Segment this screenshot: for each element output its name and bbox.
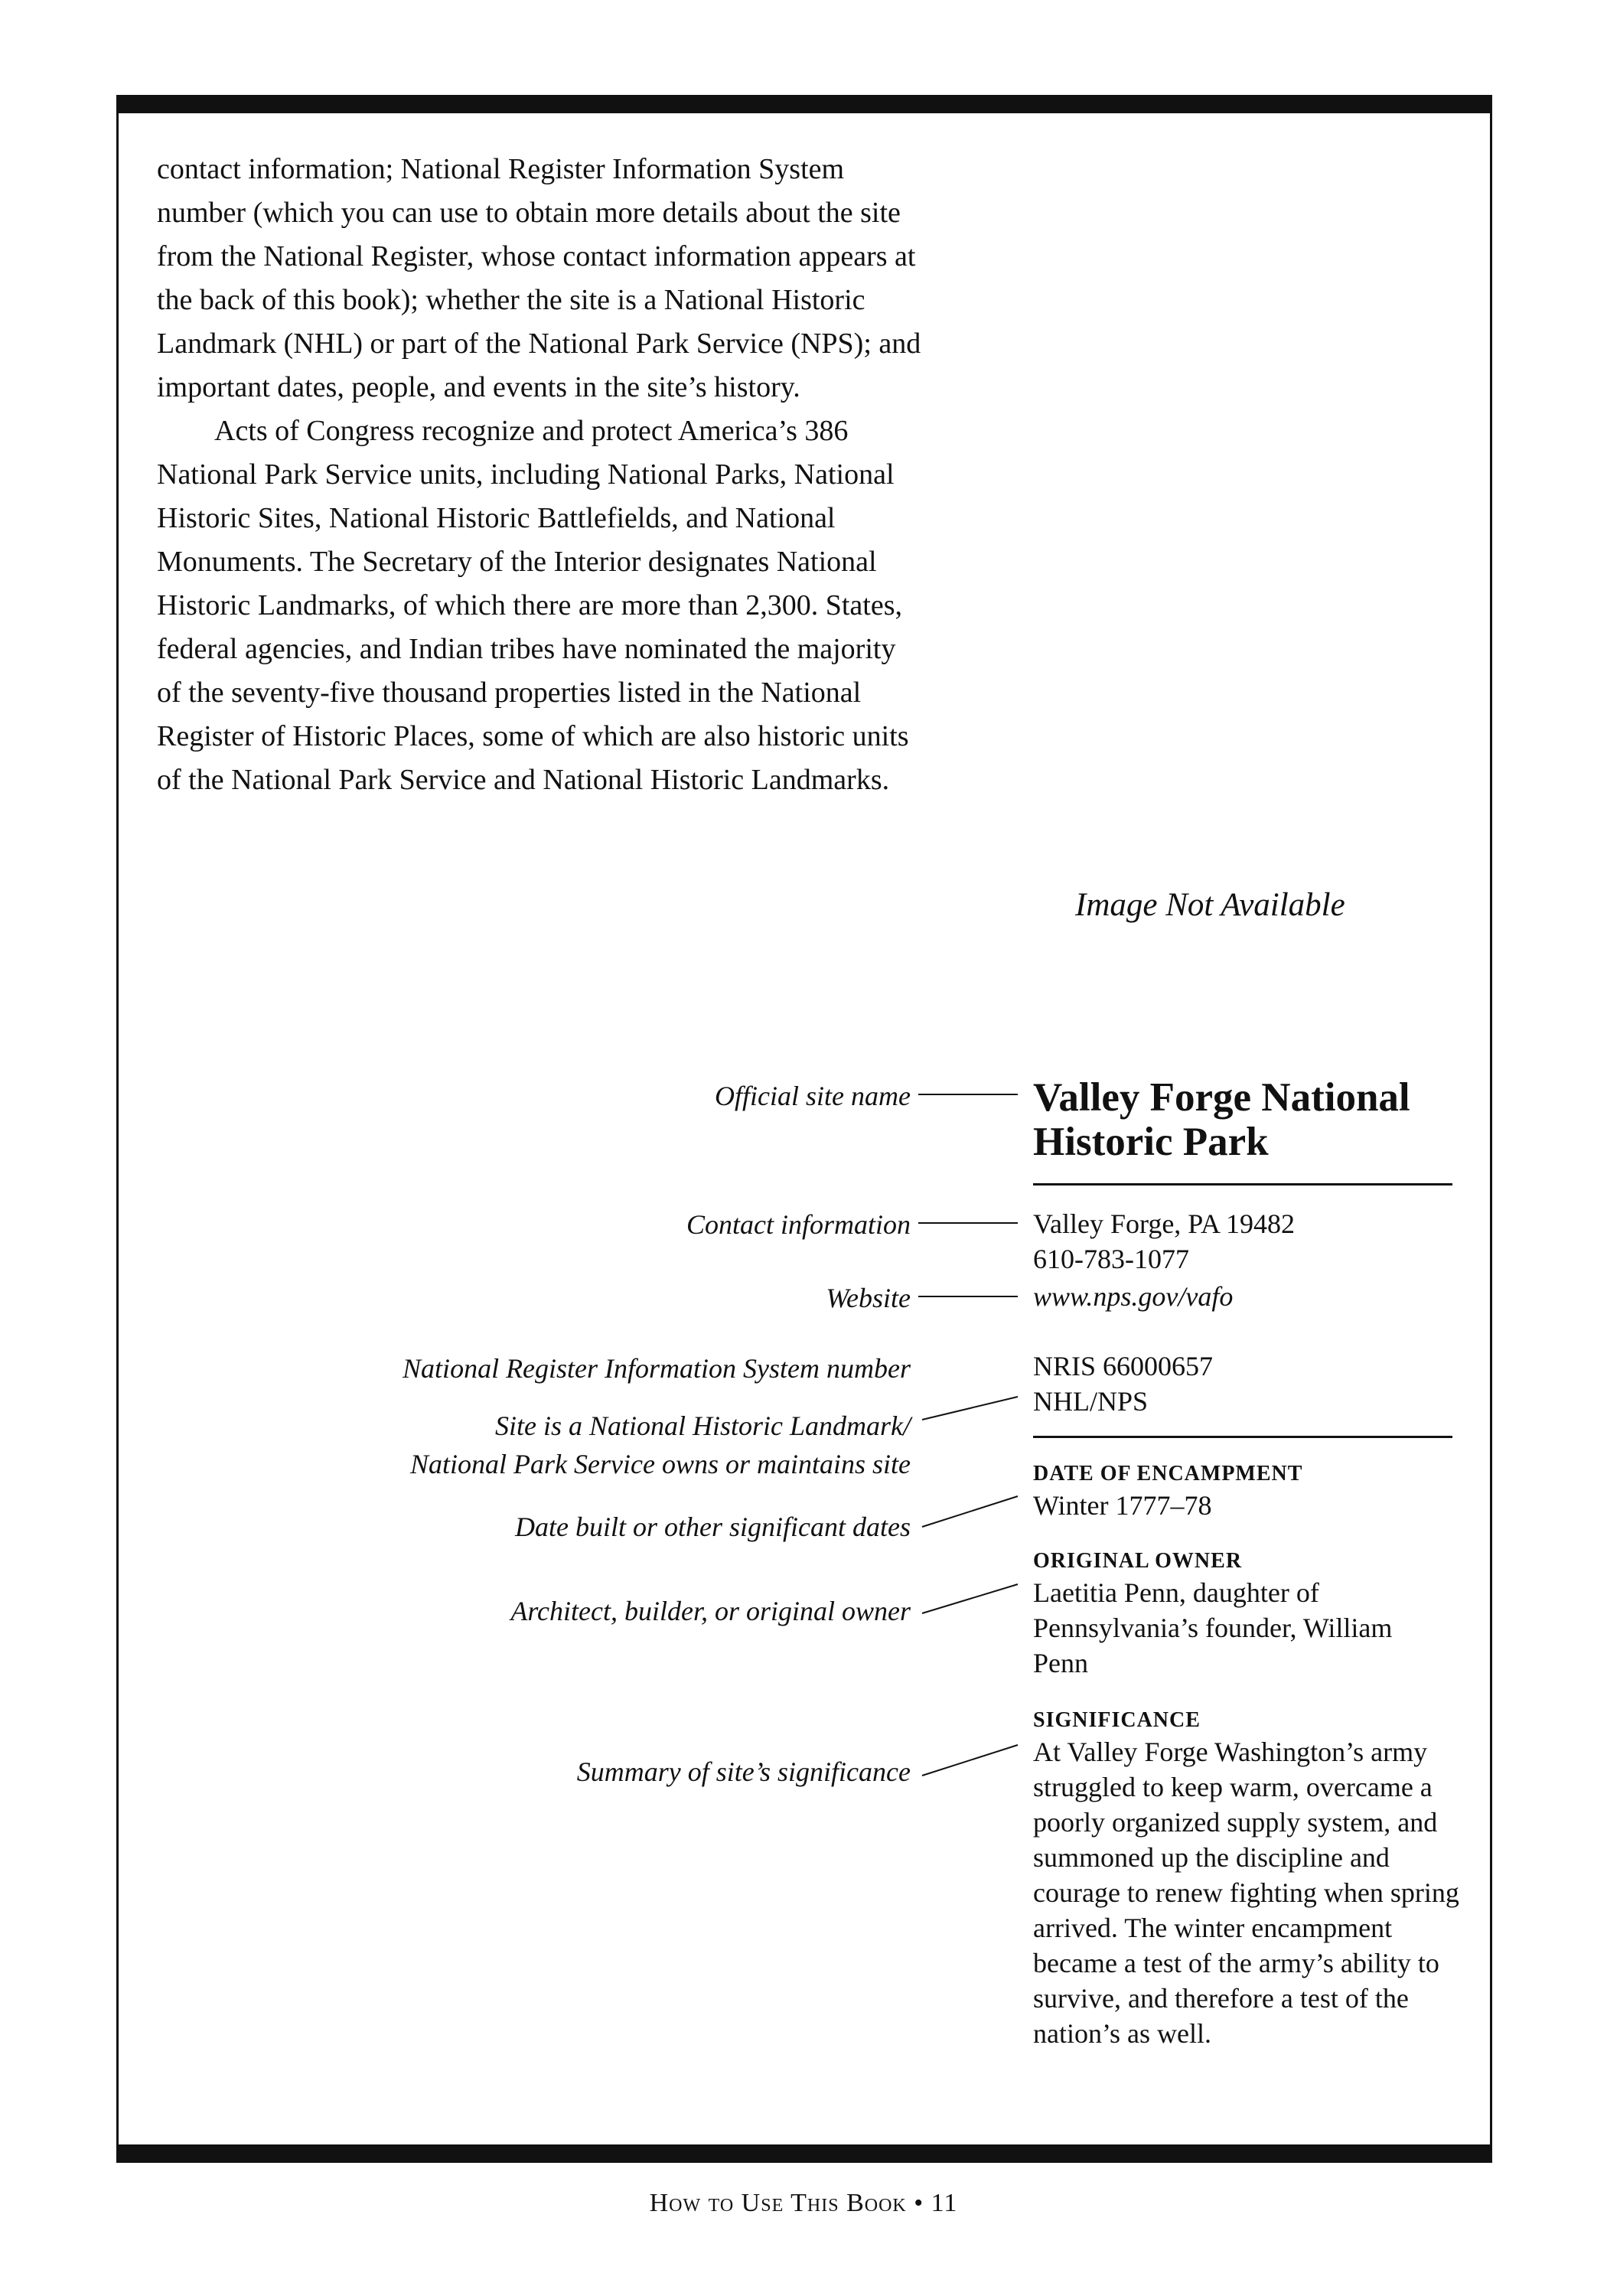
label-website: Website bbox=[826, 1283, 911, 1313]
page-number: 11 bbox=[931, 2189, 958, 2217]
site-designation: NHL/NPS bbox=[1033, 1386, 1149, 1417]
site-website: www.nps.gov/vafo bbox=[1033, 1281, 1234, 1312]
label-contact-information: Contact information bbox=[686, 1209, 911, 1240]
date-heading: DATE OF ENCAMPMENT bbox=[1033, 1462, 1303, 1486]
intro-text bbox=[157, 148, 926, 802]
label-summary: Summary of site’s significance bbox=[576, 1756, 911, 1787]
significance-heading: SIGNIFICANCE bbox=[1033, 1708, 1201, 1732]
site-name: Valley Forge National Historic Park bbox=[1033, 1075, 1410, 1164]
label-official-site-name: Official site name bbox=[715, 1081, 911, 1111]
image-placeholder: Image Not Available bbox=[1075, 887, 1345, 923]
rule-bottom bbox=[1033, 1436, 1452, 1438]
label-nhl-line2: National Park Service owns or maintains site bbox=[410, 1449, 911, 1479]
label-nris-number: National Register Information System number bbox=[403, 1353, 911, 1384]
owner-heading: ORIGINAL OWNER bbox=[1033, 1549, 1243, 1573]
footer-title: How to Use This Book bbox=[649, 2189, 907, 2217]
significance-value: At Valley Forge Washington’s army struggled to keep warm, overcame a poorly organized supply system, and summoned up the discipline and courage to renew fighting when spring arrived. The winter encampment became a test of the army’s ability to survive, and therefore a test of the nation’s as well. bbox=[1033, 1737, 1459, 2049]
footer-separator: • bbox=[914, 2189, 924, 2217]
rule-top bbox=[1033, 1183, 1452, 1186]
site-nris: NRIS 66000657 bbox=[1033, 1351, 1214, 1381]
site-phone: 610-783-1077 bbox=[1033, 1244, 1189, 1274]
label-dates: Date built or other significant dates bbox=[515, 1512, 911, 1542]
label-nhl-line1: Site is a National Historic Landmark/ bbox=[494, 1411, 911, 1441]
intro-paragraph-1: contact information; National Register Information System number (which you can use to obtain more details about the site from the National Register, whose contact information appears at the back of this book); whether the site is a National Historic Landmark (NHL) or part of the National Park Service (NPS); and important dates, people, and events in the site’s history. bbox=[157, 153, 921, 403]
date-value: Winter 1777–78 bbox=[1033, 1490, 1212, 1521]
intro-paragraph-2: Acts of Congress recognize and protect America’s 386 National Park Service units, including National Parks, National Historic Sites, National Historic Battlefields, and National Monuments. The Secretary of the Interior designates National Historic Landmarks, of which there are more than 2,300. States, federal agencies, and Indian tribes have nominated the majority of the seventy-five thousand properties listed in the National Register of Historic Places, some of which are also historic units of the National Park Service and National Historic Landmarks. bbox=[157, 415, 909, 796]
owner-value: Laetitia Penn, daughter of Pennsylvania’s founder, William Penn bbox=[1033, 1577, 1393, 1678]
label-owner: Architect, builder, or original owner bbox=[510, 1596, 911, 1626]
site-address: Valley Forge, PA 19482 bbox=[1033, 1208, 1296, 1239]
label-nhl-nps bbox=[410, 1407, 911, 1483]
page-footer bbox=[0, 2189, 1607, 2218]
